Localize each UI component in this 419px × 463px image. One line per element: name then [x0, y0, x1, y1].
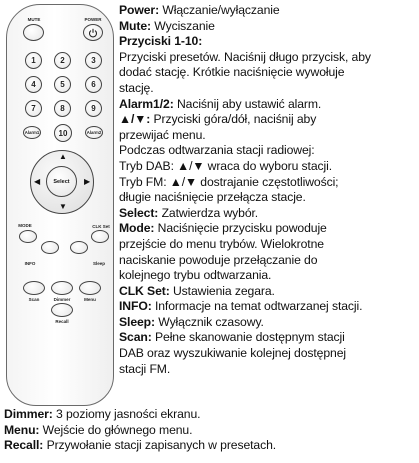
sleep-term: Sleep:	[119, 314, 155, 329]
presets-desc-1: Przyciski presetów. Naciśnij długo przycisk, aby	[119, 49, 371, 64]
power-icon	[88, 28, 98, 38]
preset-7-button: 7	[25, 100, 42, 117]
mode-desc-1: Naciśnięcie przycisku powoduje	[154, 221, 327, 236]
updown-desc-3: Podczas odtwarzania stacji radiowej:	[119, 143, 315, 158]
alarm1-button: Alarm1	[23, 126, 41, 139]
clk-term: CLK Set:	[119, 283, 170, 298]
mode-desc-3: naciskanie powoduje przełączanie do	[119, 252, 318, 267]
clkset-button	[91, 230, 109, 243]
select-desc: Zatwierdza wybór.	[158, 205, 259, 220]
mode-label: MODE	[18, 223, 32, 228]
info-button	[41, 241, 59, 254]
dimmer-term: Dimmer:	[4, 407, 53, 421]
preset-9-button: 9	[85, 100, 102, 117]
info-label: INFO	[24, 261, 36, 266]
preset-1-button: 1	[25, 52, 42, 69]
triangle-down-icon: ▼	[59, 202, 67, 211]
presets-desc-2: dodać stację. Krótkie naciśnięcie wywołuje	[119, 65, 345, 80]
power-desc: Włączanie/wyłączanie	[159, 3, 280, 17]
sleep-desc: Wyłącznik czasowy.	[154, 314, 264, 329]
select-button: Select	[46, 166, 77, 197]
preset-2-button: 2	[54, 52, 71, 69]
triangle-left-icon: ◀	[34, 177, 41, 186]
sleep-label: Sleep	[92, 261, 106, 266]
clkset-label: CLK Set	[92, 224, 110, 229]
preset-4-button: 4	[25, 76, 42, 93]
alarm-term: Alarm1/2:	[119, 96, 174, 111]
mode-desc-2: przejście do menu trybów. Wielokrotne	[119, 236, 324, 251]
mute-desc: Wyciszanie	[151, 18, 215, 33]
scan-desc-1: Pełne skanowanie dostępnym stacji	[151, 330, 345, 345]
alarm-desc: Naciśnij aby ustawić alarm.	[173, 96, 322, 111]
bottom-descriptions	[4, 407, 276, 454]
sleep-button	[70, 241, 88, 254]
clk-desc: Ustawienia zegara.	[169, 283, 275, 298]
updown-desc-6: długie naciśnięcie przełącza stacje.	[119, 190, 306, 205]
menu-label: Menu	[84, 297, 96, 302]
updown-term: ▲/▼:	[119, 112, 151, 127]
scan-label: Scan	[28, 297, 40, 302]
mute-label: MUTE	[27, 17, 41, 22]
mute-term: Mute:	[119, 18, 151, 33]
mode-desc-4: kolejnego trybu odtwarzania.	[119, 268, 272, 283]
recall-desc: Przywołanie stacji zapisanych w presetach.	[43, 438, 277, 453]
scan-desc-2: DAB oraz wyszukiwanie kolejnej dostępnej	[119, 346, 347, 361]
triangle-right-icon: ▶	[84, 177, 91, 186]
mute-button	[23, 24, 44, 41]
navigation-pad	[30, 150, 94, 214]
recall-label: Recall	[55, 319, 69, 324]
triangle-up-icon: ▲	[59, 152, 67, 161]
preset-10-button: 10	[54, 124, 72, 142]
updown-desc-2: przewijać menu.	[119, 127, 206, 142]
power-button	[83, 24, 103, 41]
presets-desc-3: stację.	[119, 80, 154, 95]
recall-button	[51, 303, 73, 317]
preset-3-button: 3	[85, 52, 102, 69]
power-label: POWER	[84, 17, 102, 22]
preset-5-button: 5	[54, 76, 71, 93]
dimmer-button	[51, 281, 73, 295]
scan-button	[23, 281, 45, 295]
info-term: INFO:	[119, 299, 152, 314]
button-descriptions	[119, 3, 371, 377]
recall-term: Recall:	[4, 438, 44, 453]
scan-term: Scan:	[119, 330, 152, 345]
preset-8-button: 8	[54, 100, 71, 117]
menu-button	[79, 281, 101, 295]
dimmer-label: Dimmer	[53, 297, 71, 302]
info-desc: Informacje na temat odtwarzanej stacji.	[151, 299, 363, 314]
scan-desc-3: stacji FM.	[119, 361, 171, 376]
mode-button	[19, 230, 37, 243]
dimmer-desc: 3 poziomy jasności ekranu.	[52, 407, 201, 421]
presets-term: Przyciski 1-10:	[119, 34, 203, 49]
remote-control-illustration	[6, 4, 114, 406]
updown-desc-4: Tryb DAB: ▲/▼ wraca do wyboru stacji.	[119, 158, 333, 173]
mode-term: Mode:	[119, 221, 155, 236]
power-term: Power:	[119, 3, 160, 17]
updown-desc-1: Przyciski góra/dół, naciśnij aby	[150, 112, 317, 127]
preset-6-button: 6	[85, 76, 102, 93]
alarm2-button: Alarm2	[85, 126, 103, 139]
menu-term: Menu:	[4, 422, 40, 437]
menu-desc: Wejście do głównego menu.	[39, 422, 193, 437]
updown-desc-5: Tryb FM: ▲/▼ dostrajanie częstotliwości;	[119, 174, 339, 189]
select-term: Select:	[119, 205, 159, 220]
